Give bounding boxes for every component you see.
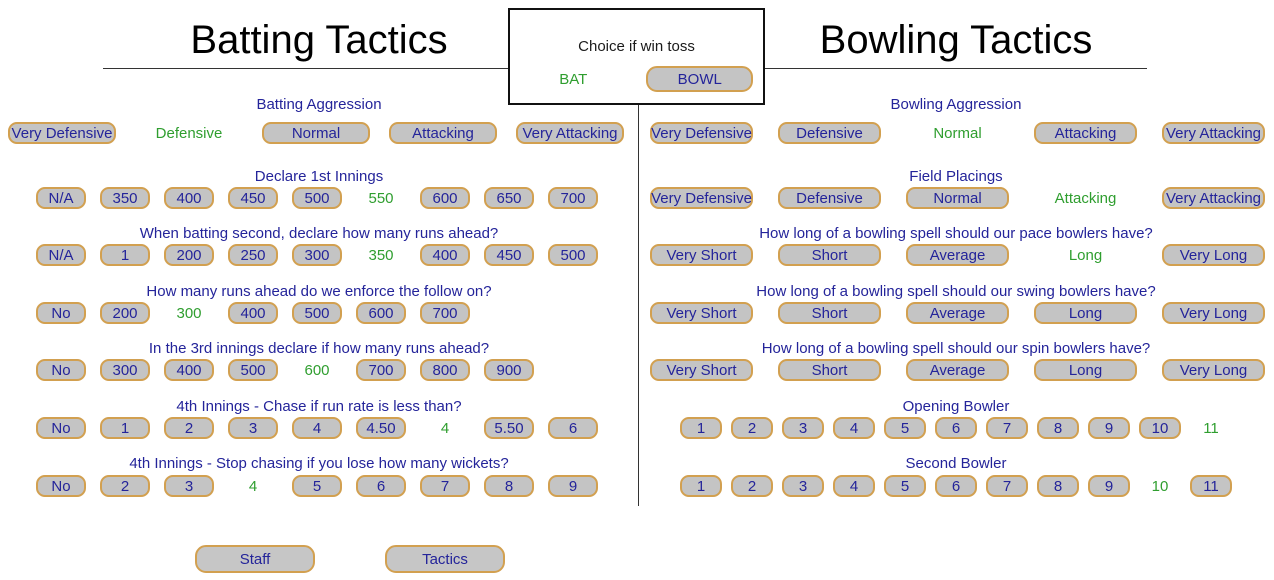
option-button[interactable]: Very Attacking bbox=[1162, 187, 1265, 209]
selected-option: 11 bbox=[1203, 419, 1219, 437]
toss-choice-panel bbox=[508, 8, 765, 105]
tactics-button[interactable]: Tactics bbox=[385, 545, 505, 573]
option-button[interactable]: 700 bbox=[420, 302, 470, 324]
option-button[interactable]: Very Long bbox=[1162, 359, 1265, 381]
option-row bbox=[36, 475, 598, 497]
section-label: 4th Innings - Stop chasing if you lose how many wickets? bbox=[129, 455, 509, 472]
option-button[interactable]: 800 bbox=[420, 359, 470, 381]
option-button[interactable]: 1 bbox=[100, 244, 150, 266]
option-button[interactable]: 4.50 bbox=[356, 417, 406, 439]
section-label: In the 3rd innings declare if how many runs ahead? bbox=[148, 340, 490, 357]
option-button[interactable]: Very Attacking bbox=[516, 122, 624, 144]
selected-option: 4 bbox=[440, 419, 450, 437]
selected-option: 550 bbox=[368, 189, 394, 207]
column-divider-line bbox=[638, 105, 639, 506]
option-button[interactable]: 600 bbox=[356, 302, 406, 324]
option-button[interactable]: 400 bbox=[164, 187, 214, 209]
option-button[interactable]: 3 bbox=[164, 475, 214, 497]
toss-options bbox=[510, 65, 763, 93]
option-button[interactable]: Very Attacking bbox=[1162, 122, 1265, 144]
option-button[interactable]: 450 bbox=[228, 187, 278, 209]
option-button[interactable]: 9 bbox=[1088, 417, 1130, 439]
toss-option-bowl-button[interactable]: BOWL bbox=[646, 66, 753, 92]
section-label: Bowling Aggression bbox=[890, 96, 1022, 113]
option-row bbox=[680, 417, 1232, 439]
option-button[interactable]: N/A bbox=[36, 244, 86, 266]
option-button[interactable]: 600 bbox=[420, 187, 470, 209]
option-button[interactable]: Average bbox=[906, 359, 1009, 381]
bowling-tactics-title: Bowling Tactics bbox=[819, 18, 1093, 62]
option-button[interactable]: 2 bbox=[164, 417, 214, 439]
option-button[interactable]: 450 bbox=[484, 244, 534, 266]
option-row bbox=[650, 122, 1265, 144]
section-label: How long of a bowling spell should our spin bowlers have? bbox=[761, 340, 1151, 357]
staff-button[interactable]: Staff bbox=[195, 545, 315, 573]
option-button[interactable]: 250 bbox=[228, 244, 278, 266]
option-button[interactable]: 700 bbox=[548, 187, 598, 209]
option-button[interactable]: 350 bbox=[100, 187, 150, 209]
option-button[interactable]: Very Long bbox=[1162, 302, 1265, 324]
section-label: Declare 1st Innings bbox=[254, 168, 384, 185]
option-button[interactable]: 500 bbox=[292, 302, 342, 324]
section-label: Field Placings bbox=[909, 168, 1003, 185]
option-button[interactable]: 6 bbox=[935, 475, 977, 497]
option-button[interactable]: 6 bbox=[548, 417, 598, 439]
option-button[interactable]: Very Short bbox=[650, 359, 753, 381]
option-row bbox=[36, 359, 534, 381]
option-row bbox=[650, 302, 1265, 324]
option-button[interactable]: 3 bbox=[782, 475, 824, 497]
toss-choice-title: Choice if win toss bbox=[578, 38, 695, 55]
option-button[interactable]: Very Defensive bbox=[650, 187, 753, 209]
option-button[interactable]: 5.50 bbox=[484, 417, 534, 439]
option-row bbox=[8, 122, 624, 144]
option-button[interactable]: 7 bbox=[986, 417, 1028, 439]
option-button[interactable]: Attacking bbox=[389, 122, 497, 144]
option-button[interactable]: 3 bbox=[228, 417, 278, 439]
option-button[interactable]: 10 bbox=[1139, 417, 1181, 439]
option-button[interactable]: 400 bbox=[164, 359, 214, 381]
section-label: 4th Innings - Chase if run rate is less than? bbox=[176, 398, 462, 415]
selected-option: 10 bbox=[1151, 477, 1169, 495]
option-button[interactable]: 8 bbox=[1037, 475, 1079, 497]
option-button[interactable]: 3 bbox=[782, 417, 824, 439]
selected-option: 600 bbox=[304, 361, 330, 379]
option-button[interactable]: Short bbox=[778, 302, 881, 324]
option-button[interactable]: Very Short bbox=[650, 302, 753, 324]
option-button[interactable]: 5 bbox=[292, 475, 342, 497]
option-button[interactable]: 200 bbox=[100, 302, 150, 324]
option-row bbox=[650, 187, 1265, 209]
option-button[interactable]: 7 bbox=[986, 475, 1028, 497]
selected-option: 4 bbox=[248, 477, 258, 495]
option-button[interactable]: Attacking bbox=[1034, 122, 1137, 144]
option-button[interactable]: 900 bbox=[484, 359, 534, 381]
option-button[interactable]: 300 bbox=[292, 244, 342, 266]
toss-bat-slot bbox=[510, 65, 637, 93]
option-button[interactable]: N/A bbox=[36, 187, 86, 209]
option-row bbox=[36, 187, 598, 209]
option-button[interactable]: Very Defensive bbox=[8, 122, 116, 144]
selected-option: Normal bbox=[933, 124, 982, 142]
option-button[interactable]: Long bbox=[1034, 302, 1137, 324]
option-row bbox=[650, 359, 1265, 381]
option-button[interactable]: 9 bbox=[548, 475, 598, 497]
batting-tactics-title: Batting Tactics bbox=[190, 18, 448, 62]
option-button[interactable]: 2 bbox=[731, 417, 773, 439]
option-button[interactable]: 400 bbox=[228, 302, 278, 324]
option-button[interactable]: No bbox=[36, 359, 86, 381]
option-button[interactable]: Average bbox=[906, 244, 1009, 266]
option-row bbox=[36, 302, 470, 324]
option-button[interactable]: No bbox=[36, 417, 86, 439]
option-button[interactable]: 500 bbox=[292, 187, 342, 209]
option-row bbox=[650, 244, 1265, 266]
section-label: When batting second, declare how many runs ahead? bbox=[139, 225, 499, 242]
option-button[interactable]: 6 bbox=[356, 475, 406, 497]
option-button[interactable]: 4 bbox=[292, 417, 342, 439]
option-button[interactable]: 6 bbox=[935, 417, 977, 439]
option-button[interactable]: 9 bbox=[1088, 475, 1130, 497]
option-button[interactable]: Short bbox=[778, 359, 881, 381]
option-button[interactable]: 8 bbox=[484, 475, 534, 497]
option-button[interactable]: Defensive bbox=[778, 187, 881, 209]
option-button[interactable]: 5 bbox=[884, 475, 926, 497]
option-button[interactable]: Long bbox=[1034, 359, 1137, 381]
option-button[interactable]: 400 bbox=[420, 244, 470, 266]
option-button[interactable]: 200 bbox=[164, 244, 214, 266]
option-button[interactable]: 650 bbox=[484, 187, 534, 209]
section-label: Second Bowler bbox=[905, 455, 1007, 472]
option-button[interactable]: Defensive bbox=[778, 122, 881, 144]
option-row bbox=[36, 244, 598, 266]
option-button[interactable]: Very Long bbox=[1162, 244, 1265, 266]
option-button[interactable]: 500 bbox=[548, 244, 598, 266]
option-button[interactable]: 5 bbox=[884, 417, 926, 439]
option-row bbox=[36, 417, 598, 439]
section-label: How long of a bowling spell should our swing bowlers have? bbox=[756, 283, 1156, 300]
option-button[interactable]: 2 bbox=[731, 475, 773, 497]
option-button[interactable]: 11 bbox=[1190, 475, 1232, 497]
option-button[interactable]: Very Short bbox=[650, 244, 753, 266]
option-button[interactable]: 1 bbox=[680, 475, 722, 497]
section-label: Batting Aggression bbox=[256, 96, 382, 113]
option-button[interactable]: 4 bbox=[833, 417, 875, 439]
section-label: How long of a bowling spell should our pace bowlers have? bbox=[759, 225, 1153, 242]
section-label: Opening Bowler bbox=[902, 398, 1010, 415]
toss-option-bat-selected: BAT bbox=[559, 70, 588, 88]
option-button[interactable]: 1 bbox=[680, 417, 722, 439]
option-button[interactable]: 300 bbox=[100, 359, 150, 381]
option-button[interactable]: Very Defensive bbox=[650, 122, 753, 144]
selected-option: Defensive bbox=[155, 124, 223, 142]
option-button[interactable]: 7 bbox=[420, 475, 470, 497]
section-label: How many runs ahead do we enforce the follow on? bbox=[146, 283, 492, 300]
option-button[interactable]: No bbox=[36, 302, 86, 324]
toss-bowl-slot bbox=[637, 65, 764, 93]
option-button[interactable]: Normal bbox=[906, 187, 1009, 209]
option-button[interactable]: Short bbox=[778, 244, 881, 266]
option-button[interactable]: No bbox=[36, 475, 86, 497]
option-button[interactable]: 4 bbox=[833, 475, 875, 497]
selected-option: Attacking bbox=[1054, 189, 1117, 207]
option-button[interactable]: 8 bbox=[1037, 417, 1079, 439]
option-button[interactable]: 500 bbox=[228, 359, 278, 381]
selected-option: Long bbox=[1068, 246, 1103, 264]
selected-option: 300 bbox=[176, 304, 202, 322]
option-button[interactable]: 2 bbox=[100, 475, 150, 497]
selected-option: 350 bbox=[368, 246, 394, 264]
option-button[interactable]: 1 bbox=[100, 417, 150, 439]
option-row bbox=[680, 475, 1232, 497]
option-button[interactable]: Average bbox=[906, 302, 1009, 324]
option-button[interactable]: 700 bbox=[356, 359, 406, 381]
option-button[interactable]: Normal bbox=[262, 122, 370, 144]
